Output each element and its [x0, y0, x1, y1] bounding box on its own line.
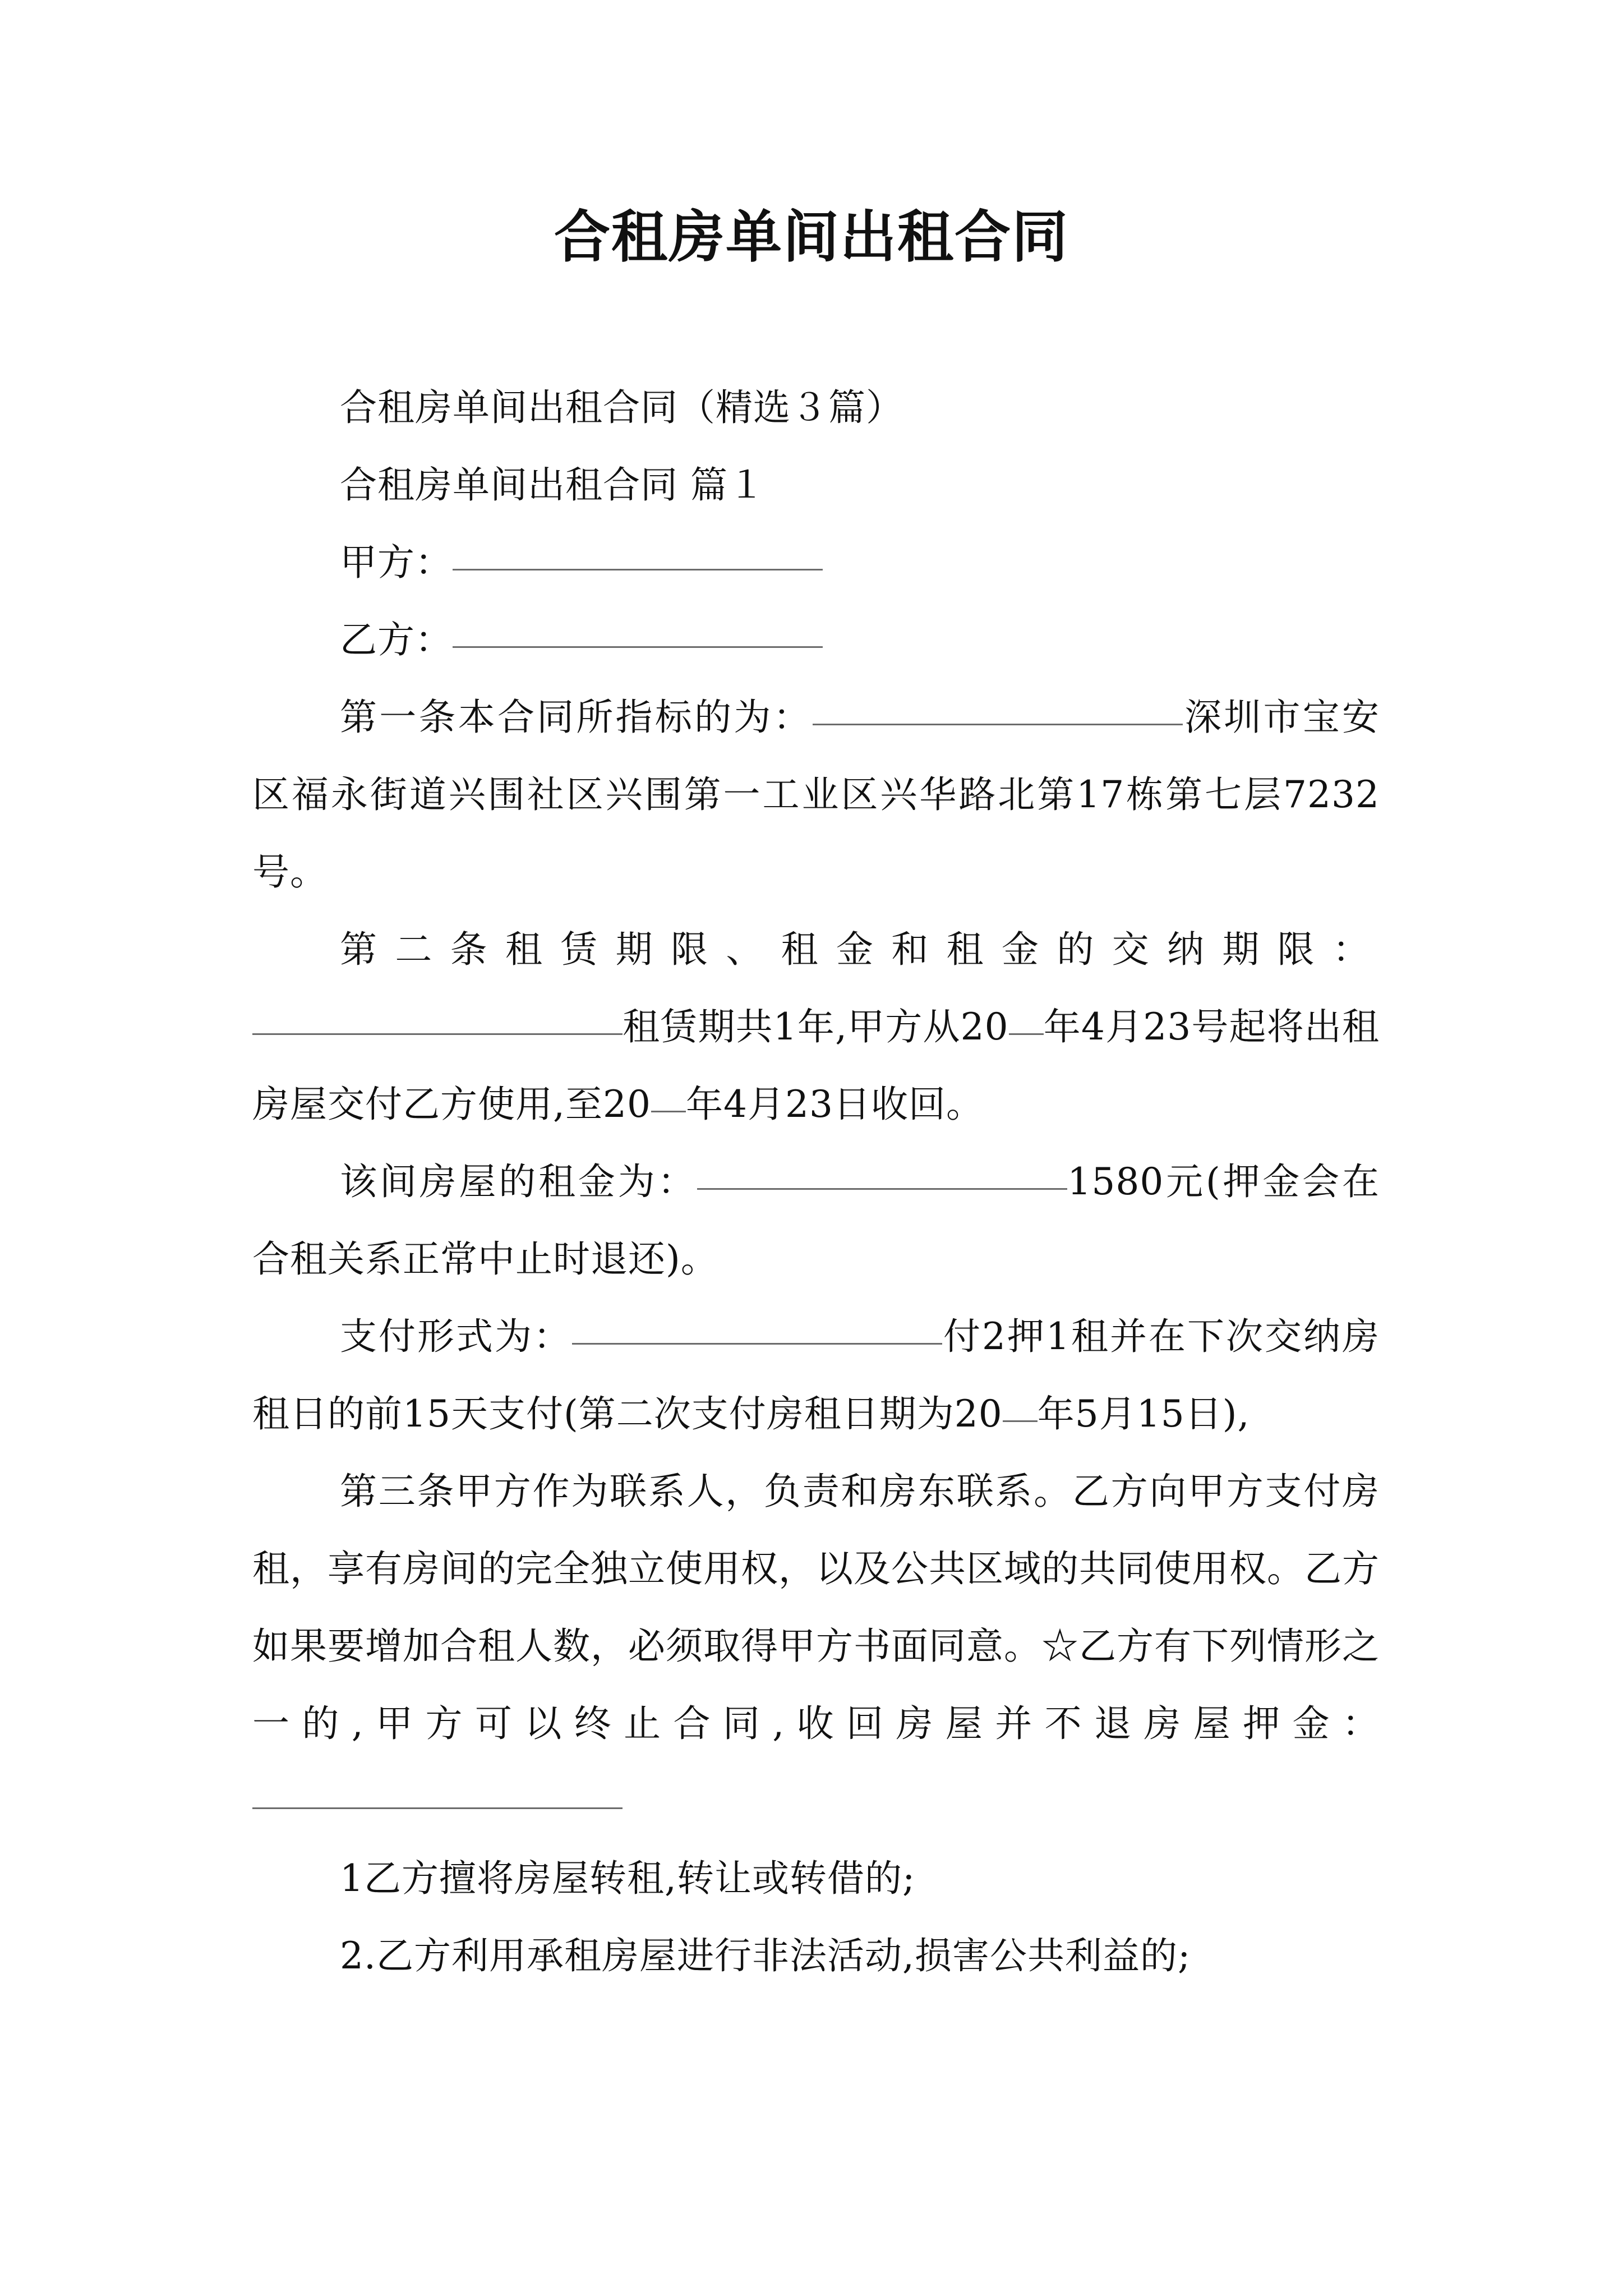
clause-1-suffix: 深圳市宝安区福永街道兴围社区兴围第一工业区兴华路北第17栋第七层7232号。	[252, 696, 1380, 894]
clause-2-heading-text: 第二条租赁期限、租金和租金的交纳期限：	[340, 928, 1380, 971]
clause-2-part-1: 租赁期共1年,甲方从20	[623, 1005, 1009, 1048]
rent-suffix: 1580元(押金会在合租关系正常中止时退还)。	[252, 1160, 1380, 1281]
payment-paragraph	[252, 1298, 1380, 1453]
party-b-label: 乙方：	[340, 618, 453, 661]
list-item	[252, 1840, 1380, 1917]
party-a-label: 甲方：	[340, 541, 453, 584]
clause-1-paragraph	[252, 679, 1380, 911]
document-title: 合租房单间出租合同	[554, 204, 1069, 270]
rent-blank	[697, 1151, 1067, 1190]
clause-2-heading	[252, 911, 1380, 988]
clause-1-blank	[813, 687, 1183, 725]
clause-2-year-blank-1	[1009, 996, 1044, 1035]
clause-3-blank	[252, 1770, 623, 1809]
rent-prefix: 该间房屋的租金为：	[340, 1160, 698, 1203]
payment-prefix: 支付形式为：	[340, 1315, 573, 1358]
list-item-text: 2.乙方利用承租房屋进行非法活动,损害公共利益的;	[340, 1934, 1191, 1977]
clause-2-paragraph	[252, 988, 1380, 1143]
document-body	[252, 369, 1380, 1995]
payment-year-blank	[1003, 1383, 1038, 1422]
section-heading-paragraph	[252, 447, 1380, 524]
clause-2-part-2: 年4月23号起将出租房屋交付乙方使用,至20	[252, 1005, 1380, 1126]
section-heading: 合租房单间出租合同 篇１	[340, 463, 766, 507]
clause-2-part-3: 年4月23日收回。	[685, 1083, 984, 1126]
party-b-blank	[453, 609, 823, 648]
list-item	[252, 1917, 1380, 1995]
payment-part-2: 年5月15日),	[1037, 1392, 1250, 1435]
subtitle-text: 合租房单间出租合同（精选３篇）	[340, 386, 903, 429]
party-b-line	[252, 601, 1380, 679]
clause-1-prefix: 第一条本合同所指标的为：	[340, 696, 813, 739]
subtitle-paragraph	[252, 369, 1380, 447]
clause-2-blank	[252, 996, 623, 1035]
payment-part-1: 付2押1租并在下次交纳房租日的前15天支付(第二次支付房租日期为20	[252, 1315, 1380, 1435]
clause-3-paragraph	[252, 1453, 1380, 1840]
party-a-blank	[453, 532, 823, 570]
list-item-text: 1乙方擅将房屋转租,转让或转借的;	[340, 1857, 916, 1900]
rent-paragraph	[252, 1143, 1380, 1298]
clause-3-text: 第三条甲方作为联系人，负责和房东联系。乙方向甲方支付房租，享有房间的完全独立使用权，以及公共区域的共同使用权。乙方如果要增加合租人数，必须取得甲方书面同意。☆乙方有下列情形之一的,甲方可以终止合同,收回房屋并不退房屋押金：	[252, 1470, 1380, 1745]
party-a-line	[252, 524, 1380, 601]
clause-2-year-blank-2	[651, 1074, 686, 1112]
payment-blank	[572, 1306, 942, 1345]
